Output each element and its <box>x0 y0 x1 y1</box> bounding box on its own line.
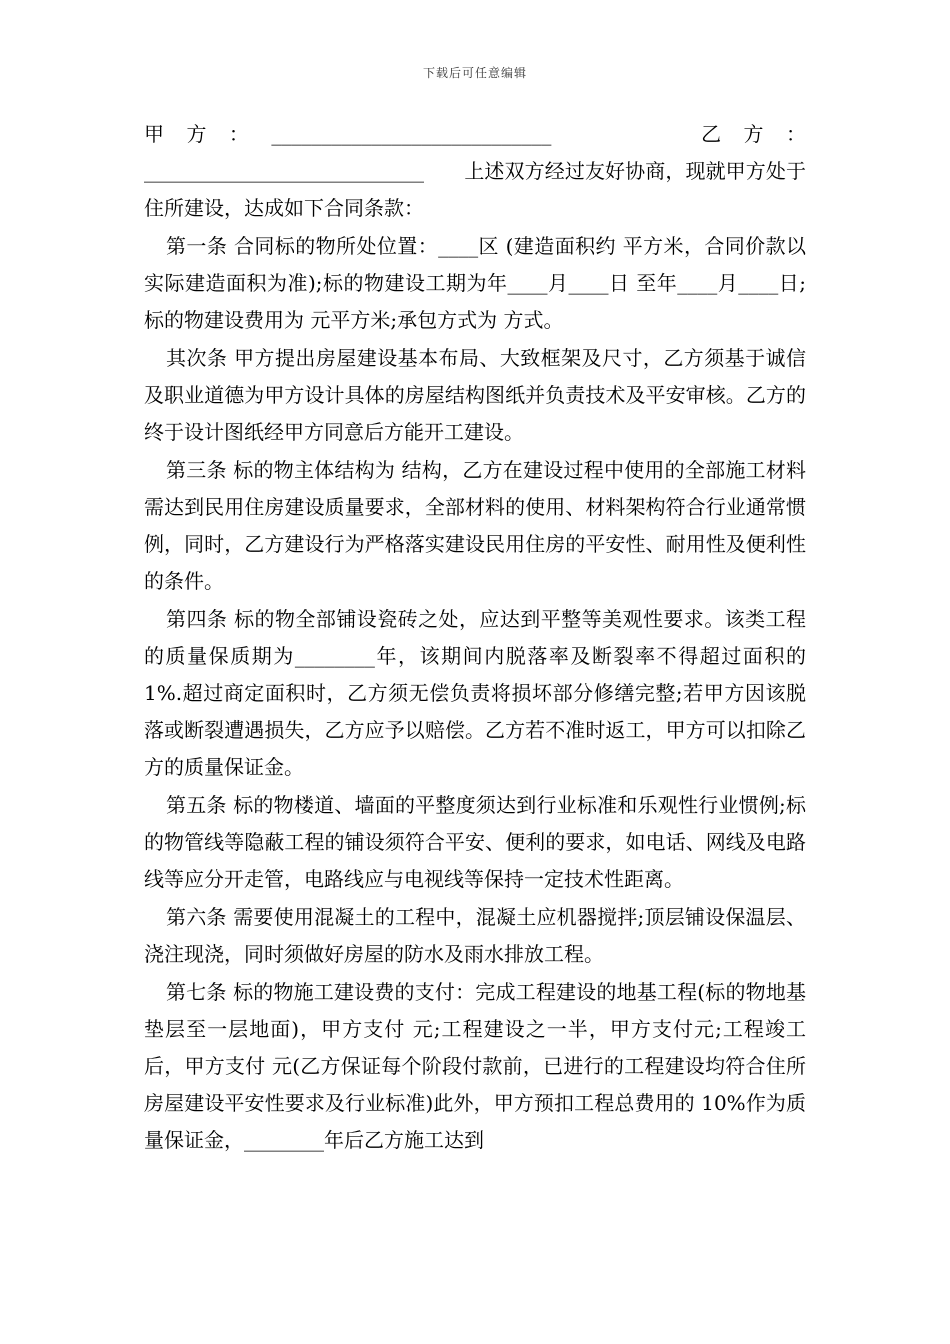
article-3-paragraph: 第三条 标的物主体结构为 结构，乙方在建设过程中使用的全部施工材料需达到民用住房建设质量要求，全部材料的使用、材料架构符合行业通常惯例，同时，乙方建设行为严格落实建设民用住房的平安性、耐用性及便利性的条件。 <box>144 458 806 593</box>
contract-parties-paragraph: 甲方：____________________________ 乙方：____________________________ 上述双方经过友好协商，现就甲方处于 住所建设，达成如下合同条款： <box>144 122 806 220</box>
article-5-paragraph: 第五条 标的物楼道、墙面的平整度须达到行业标准和乐观性行业惯例;标的物管线等隐蔽工程的铺设须符合平安、便利的要求，如电话、网线及电路线等应分开走管，电路线应与电视线等保持一定技术性距离。 <box>144 793 806 891</box>
page-header: 下载后可任意编辑 <box>422 66 527 80</box>
article-2-paragraph: 其次条 甲方提出房屋建设基本布局、大致框架及尺寸，乙方须基于诚信及职业道德为甲方设计具体的房屋结构图纸并负责技术及平安审核。乙方的终于设计图纸经甲方同意后方能开工建设。 <box>144 346 806 444</box>
article-7-paragraph: 第七条 标的物施工建设费的支付：完成工程建设的地基工程(标的物地基垫层至一层地面)，甲方支付 元;工程建设之一半，甲方支付元;工程竣工后，甲方支付 元(乙方保证每个阶段付款前，已进行的工程建设均符合住所房屋建设平安性要求及行业标准)此外，甲方预扣工程总费用的 10%作为质量保证金，________年后乙方施工达到 <box>144 980 806 1152</box>
article-4-paragraph: 第四条 标的物全部铺设瓷砖之处，应达到平整等美观性要求。该类工程的质量保质期为________年，该期间内脱落率及断裂率不得超过面积的 1%.超过商定面积时，乙方须无偿负责将损坏部分修缮完整;若甲方因该脱落或断裂遭遇损失，乙方应予以赔偿。乙方若不准时返工，甲方可以扣除乙方的质量保证金。 <box>144 607 806 779</box>
article-1-paragraph: 第一条 合同标的物所处位置：____区 (建造面积约 平方米，合同价款以实际建造面积为准);标的物建设工期为年____月____日 至年____月____日;标的物建设费用为 元平方米;承包方式为 方式。 <box>144 234 806 332</box>
article-6-paragraph: 第六条 需要使用混凝土的工程中，混凝土应机器搅拌;顶层铺设保温层、浇注现浇，同时须做好房屋的防水及雨水排放工程。 <box>144 905 806 966</box>
contract-body <box>144 116 806 1160</box>
